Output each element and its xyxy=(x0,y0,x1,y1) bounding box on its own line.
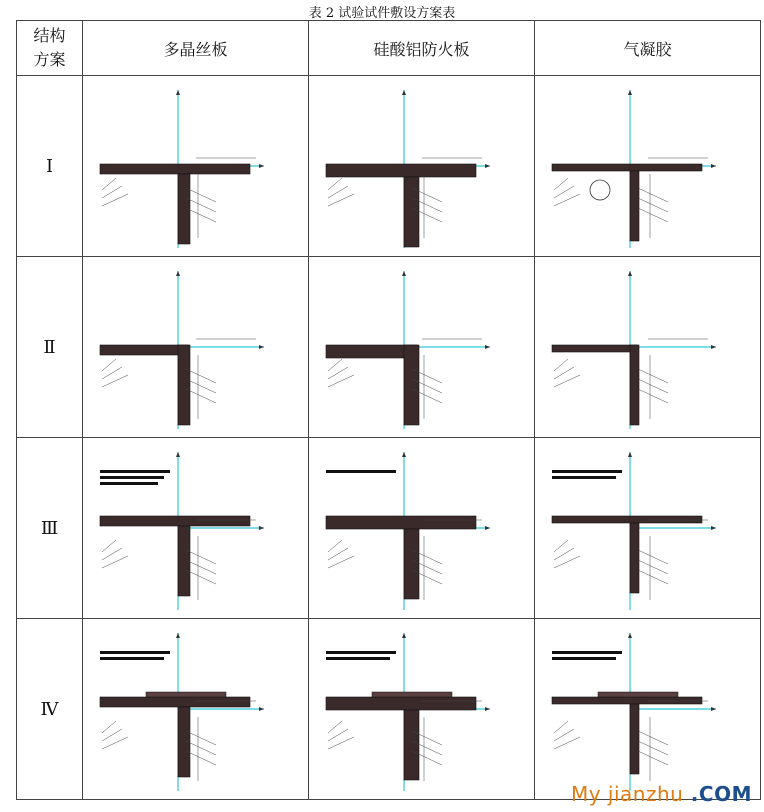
outer-layer xyxy=(146,692,226,697)
row-label-1: Ⅰ xyxy=(17,76,83,257)
corner-header xyxy=(17,21,83,76)
diagram-cell xyxy=(309,438,535,619)
diagram-cell xyxy=(309,619,535,800)
row-label-4: Ⅳ xyxy=(17,619,83,800)
flange-insulation xyxy=(552,345,637,352)
leader-line xyxy=(102,178,116,190)
scheme-diagram xyxy=(312,621,532,797)
legend-bar xyxy=(552,657,616,660)
scheme-diagram xyxy=(86,78,306,254)
corner-header-line1: 结构 xyxy=(33,26,66,45)
leader-line xyxy=(554,186,574,198)
axis-arrow-icon xyxy=(628,452,632,457)
leader-line xyxy=(554,721,568,733)
axis-arrow-icon xyxy=(628,633,632,638)
scheme-diagram xyxy=(312,78,532,254)
scheme-diagram xyxy=(86,440,306,616)
web-insulation xyxy=(630,345,639,425)
row-label-2: Ⅱ xyxy=(17,257,83,438)
watermark-part-1: My xyxy=(570,782,602,806)
axis-arrow-icon xyxy=(485,345,490,349)
flange-insulation xyxy=(100,345,188,355)
flange-insulation xyxy=(552,697,702,704)
axis-arrow-icon xyxy=(711,707,716,711)
web-insulation xyxy=(630,171,639,241)
scheme-diagram xyxy=(538,440,758,616)
leader-line xyxy=(328,186,348,198)
diagram-cell xyxy=(83,438,309,619)
web-insulation xyxy=(404,710,419,780)
watermark-part-2: jianzhu xyxy=(601,782,684,806)
axis-arrow-icon xyxy=(711,526,716,530)
flange-insulation xyxy=(326,697,476,710)
probe-circle xyxy=(590,180,610,200)
site-watermark xyxy=(571,782,752,806)
header-row xyxy=(17,21,761,76)
axis-arrow-icon xyxy=(628,90,632,95)
flange-insulation xyxy=(100,164,250,174)
axis-arrow-icon xyxy=(176,633,180,638)
axis-arrow-icon xyxy=(628,271,632,276)
axis-arrow-icon xyxy=(402,452,406,457)
axis-arrow-icon xyxy=(259,345,264,349)
legend-bar xyxy=(326,651,396,654)
watermark-part-3: .COM xyxy=(683,782,752,806)
axis-arrow-icon xyxy=(402,90,406,95)
outer-layer xyxy=(372,692,452,697)
legend-bar xyxy=(552,470,622,473)
outer-layer xyxy=(598,692,678,697)
scheme-diagram xyxy=(538,78,758,254)
leader-line xyxy=(328,359,342,371)
leader-line xyxy=(328,721,342,733)
axis-arrow-icon xyxy=(259,707,264,711)
legend-bar xyxy=(552,476,616,479)
diagram-cell xyxy=(83,76,309,257)
scheme-diagram xyxy=(538,621,758,797)
web-insulation xyxy=(630,704,639,774)
legend-bar xyxy=(100,651,170,654)
flange-insulation xyxy=(326,345,417,358)
column-header-aerogel: 气凝胶 xyxy=(535,21,761,76)
leader-line xyxy=(554,359,568,371)
scheme-diagram xyxy=(312,259,532,435)
axis-arrow-icon xyxy=(259,164,264,168)
legend-bar xyxy=(326,470,396,473)
scheme-table xyxy=(16,20,761,800)
axis-arrow-icon xyxy=(176,90,180,95)
leader-line xyxy=(554,178,568,190)
leader-line xyxy=(102,721,116,733)
web-insulation xyxy=(630,523,639,593)
row-label-3: Ⅲ xyxy=(17,438,83,619)
leader-line xyxy=(328,729,348,741)
leader-line xyxy=(328,178,342,190)
axis-arrow-icon xyxy=(176,452,180,457)
column-header-polycrystalline: 多晶丝板 xyxy=(83,21,309,76)
leader-line xyxy=(328,548,348,560)
table-row xyxy=(17,438,761,619)
legend-bar xyxy=(100,476,164,479)
scheme-diagram xyxy=(86,621,306,797)
table-row xyxy=(17,619,761,800)
table-row xyxy=(17,257,761,438)
leader-line xyxy=(328,540,342,552)
leader-line xyxy=(554,367,574,379)
web-insulation xyxy=(178,345,190,425)
leader-line xyxy=(102,186,122,198)
scheme-diagram xyxy=(312,440,532,616)
leader-line xyxy=(102,548,122,560)
flange-insulation xyxy=(326,164,476,177)
web-insulation xyxy=(404,345,419,425)
axis-arrow-icon xyxy=(711,345,716,349)
table-row xyxy=(17,76,761,257)
diagram-cell xyxy=(535,257,761,438)
web-insulation xyxy=(404,177,419,247)
diagram-cell xyxy=(535,438,761,619)
flange-insulation xyxy=(100,516,250,526)
leader-line xyxy=(102,729,122,741)
flange-insulation xyxy=(552,164,702,171)
legend-bar xyxy=(100,470,170,473)
diagram-cell xyxy=(83,257,309,438)
flange-insulation xyxy=(100,697,250,707)
diagram-cell xyxy=(535,76,761,257)
corner-header-line2: 方案 xyxy=(33,50,66,69)
axis-arrow-icon xyxy=(402,271,406,276)
scheme-diagram xyxy=(538,259,758,435)
leader-line xyxy=(102,540,116,552)
axis-arrow-icon xyxy=(485,707,490,711)
flange-insulation xyxy=(326,516,476,529)
diagram-cell xyxy=(83,619,309,800)
scheme-diagram xyxy=(86,259,306,435)
leader-line xyxy=(554,729,574,741)
legend-bar xyxy=(100,657,164,660)
leader-line xyxy=(328,367,348,379)
legend-bar xyxy=(552,651,622,654)
diagram-cell xyxy=(535,619,761,800)
axis-arrow-icon xyxy=(176,271,180,276)
table-caption: 表 2 试验试件敷设方案表 xyxy=(308,6,456,21)
axis-arrow-icon xyxy=(259,526,264,530)
flange-insulation xyxy=(552,516,702,523)
diagram-cell xyxy=(309,76,535,257)
legend-bar xyxy=(100,482,158,485)
leader-line xyxy=(102,367,122,379)
web-insulation xyxy=(404,529,419,599)
diagram-cell xyxy=(309,257,535,438)
axis-arrow-icon xyxy=(711,164,716,168)
leader-line xyxy=(102,359,116,371)
leader-line xyxy=(554,540,568,552)
axis-arrow-icon xyxy=(485,526,490,530)
axis-arrow-icon xyxy=(402,633,406,638)
leader-line xyxy=(554,548,574,560)
axis-arrow-icon xyxy=(485,164,490,168)
column-header-aluminum-silicate: 硅酸铝防火板 xyxy=(309,21,535,76)
legend-bar xyxy=(326,657,390,660)
